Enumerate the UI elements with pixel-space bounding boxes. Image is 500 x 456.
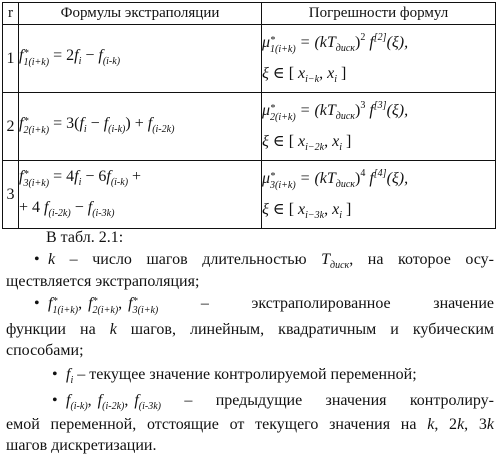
- bullet-icon: •: [34, 295, 40, 312]
- interval-line: ξ ∈ [ $x_{i-k}$, $x_i$ ]: [262, 65, 347, 85]
- row-number: 2: [3, 93, 19, 161]
- row-number: 3: [3, 161, 19, 229]
- error-cell: [262, 93, 496, 161]
- formula-cell: [19, 161, 262, 229]
- bullet-icon: •: [34, 251, 40, 268]
- bullet-previous-line1: • $f_{(i-k)}$, $f_{(i-2k)}$, $f_{(i-3k)}$ – предыдущие значения контролиру-: [52, 392, 494, 412]
- intro-line: В табл. 2.1:: [46, 229, 124, 246]
- bullet-previous-line2: емой переменной, отстоящие от текущего значения на k, 2k, 3k: [6, 416, 495, 433]
- formula-line: f * 1(i+k) = $2f_i - f_{(i-k)}$: [19, 47, 121, 68]
- interval-line: ξ ∈ [ $x_{i-3k}$, $x_i$ ]: [262, 201, 352, 221]
- bullet-icon: •: [52, 392, 58, 409]
- formula-cell: [19, 93, 262, 161]
- bullet-previous-line3: шагов дискретизации.: [6, 437, 157, 454]
- formula-cell: [19, 25, 262, 93]
- bullet-k-line1: • k – число шагов длительностью $T_{диск}$, на которое осу-: [34, 251, 495, 271]
- row-number: 1: [3, 25, 19, 93]
- error-cell: [262, 161, 496, 229]
- error-line: μ * 3(i+k) = $(kT_{диск})^4$ f[4](ξ),: [262, 168, 409, 191]
- error-cell: [262, 25, 496, 93]
- header-formulas: Формулы экстраполяции: [19, 3, 262, 25]
- header-r: r: [3, 3, 19, 25]
- bullet-k-line2: ществляется экстраполяция;: [6, 273, 200, 290]
- formulas-table: [2, 2, 496, 229]
- bullet-icon: •: [52, 366, 58, 383]
- table-row: [3, 25, 496, 93]
- table-header-row: [3, 3, 496, 25]
- header-errors: Погрешности формул: [262, 3, 496, 25]
- formula-line-continued: + 4 $f_{(i-2k)} - f_{(i-3k)}$: [19, 198, 115, 219]
- bullet-extrapolated-line1: • f * 1(i+k) , f * 2(i+k) , f * 3(i+k) – экстраполированное значение: [34, 295, 494, 316]
- formula-line: f * 2(i+k) = $3(f_i - f_{(i-k)}) + f_{(i-2k)}$: [19, 115, 175, 136]
- bullet-extrapolated-line3: способами;: [6, 342, 84, 359]
- interval-line: ξ ∈ [ $x_{i-2k}$, $x_i$ ]: [262, 133, 352, 153]
- bullet-current-value: • $f_i$ – текущее значение контролируемой переменной;: [52, 366, 417, 386]
- error-line: μ * 1(i+k) = $(kT_{диск})^2$ f[2](ξ),: [262, 32, 409, 55]
- formula-line: f * 3(i+k) = $4f_i - 6f_{(i-k)}$ +: [19, 167, 142, 189]
- table-row: [3, 93, 496, 161]
- table-row: [3, 161, 496, 229]
- bullet-extrapolated-line2: функции на k шагов, линейным, квадратичным и кубическим: [6, 321, 495, 338]
- error-line: μ * 2(i+k) = $(kT_{диск})^3$ f[3](ξ),: [262, 100, 409, 123]
